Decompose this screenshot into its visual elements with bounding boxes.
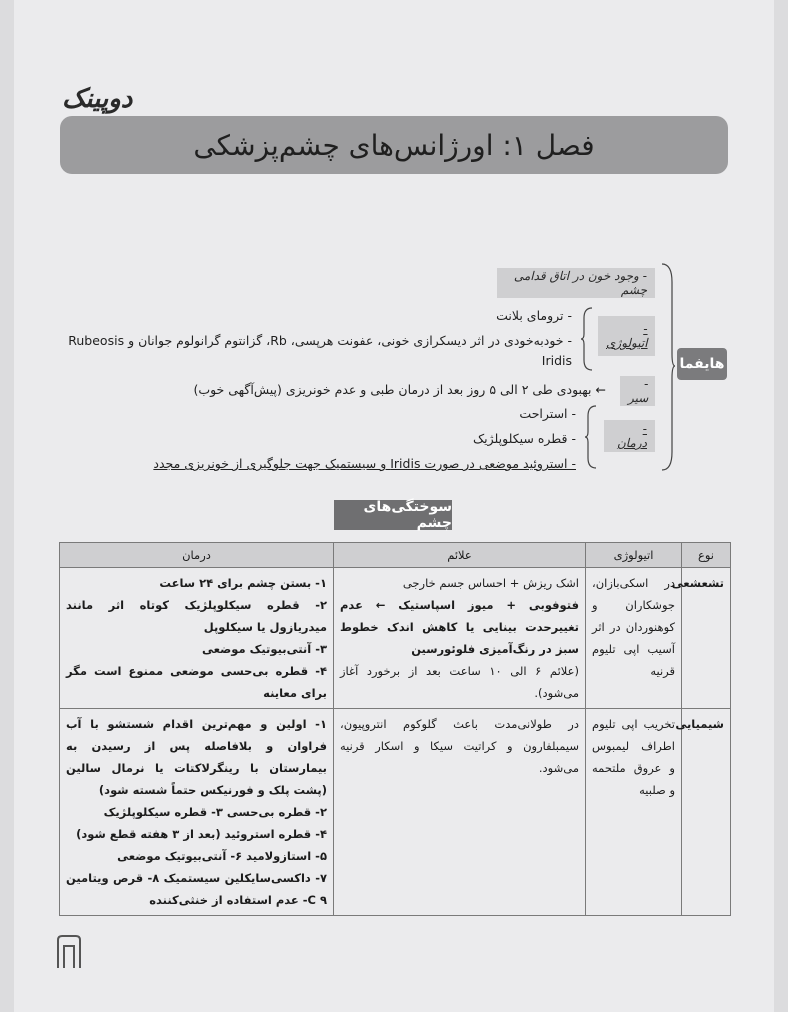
header-symptoms: علائم [334,543,586,568]
page-number-icon [54,932,84,972]
etiology-text: در اسکی‌بازان، جوشکاران و کوهنوردان در اثر آسیب اپی تلیوم قرنیه [592,576,675,678]
treatment-brace [584,404,598,470]
burns-table [59,542,731,916]
table-row [60,568,731,709]
course-box [620,376,655,406]
definition-text: - وجود خون در اتاق قدامی چشم [513,269,647,297]
symptom-line: اشک ریزش + احساس جسم خارجی [402,576,579,590]
chapter-banner [60,116,728,174]
etiology-text: تخریب اپی تلیوم اطراف لیمبوس و عروق ملتحمه و صلبیه [592,717,675,797]
treatment-line: ۵- استازولامید ۶- آنتی‌بیوتیک موضعی [117,849,327,863]
definition-box [497,268,655,298]
treatment-item-2: - قطره سیکلوپلژیک [472,431,576,446]
table-header-row [60,543,731,568]
treatment-cell [60,568,334,709]
etiology-item-2-text: - خودبه‌خودی در اثر دیسکرازی خونی، عفونت هرپسی، Rb، گزانتوم گرانولوم جوانان و Rubeosis Iridis [68,333,572,368]
treatment-line: ۱- بستن چشم برای ۲۴ ساعت [159,576,327,590]
treatment-line: ۲- قطره سیکلوپلژیک کوتاه اثر مانند میدریازول یا سیکلوپل [66,598,327,634]
type-cell: تشعشعی [682,568,731,709]
course-label: - سیر [628,377,649,405]
etiology-brace [580,306,594,372]
treatment-line: ۴- قطره استروئید (بعد از ۳ هفته قطع شود) [76,827,327,841]
burns-label: سوختگی‌های چشم [334,500,452,530]
treatment-line: ۷- داکسی‌سایکلین سیستمیک ۸- قرص ویتامین C ۹- عدم استفاده از خنثی‌کننده [66,871,327,907]
type-cell: شیمیایی [682,709,731,916]
etiology-item-1: - ترومای بلانت [496,308,572,323]
treatment-box [604,420,655,452]
header-treatment: درمان [60,543,334,568]
etiology-label: - اتیولوژی [606,322,648,350]
table-row [60,709,731,916]
chapter-title: فصل ۱: اورژانس‌های چشم‌پزشکی [193,128,595,162]
symptoms-cell [334,568,586,709]
treatment-line: ۳- آنتی‌بیوتیک موضعی [202,642,327,656]
symptoms-cell [334,709,586,916]
treatment-item-3: - استروئید موضعی در صورت Iridis و سیستمیک جهت جلوگیری از خونریزی مجدد [153,456,576,471]
header-type: نوع [682,543,731,568]
treatment-label: - درمان [616,422,647,450]
main-brace [660,262,676,472]
etiology-cell [586,709,682,916]
treatment-item-1: - استراحت [519,406,576,421]
treatment-line: ۱- اولین و مهم‌ترین اقدام شستشو با آب فراوان و بلافاصله پس از رسیدن به بیمارستان با رینگرلاکتات یا نرمال سالین (پشت پلک و فورنیکس حتماً شسته شود) [66,717,327,797]
hyphema-label: هایفما [677,348,727,380]
treatment-line: ۲- قطره بی‌حسی ۳- قطره سیکلوپلژیک [103,805,327,819]
symptom-line: فتوفوبی + میوز اسپاستیک ← عدم تغییرحدت بینایی یا کاهش اندک خطوط سبز در رنگ‌آمیزی فلوئورسین [340,598,579,656]
treatment-line: ۴- قطره بی‌حسی موضعی ممنوع است مگر برای معاینه [66,664,327,700]
symptom-line: در طولانی‌مدت باعث گلوکوم انتروپیون، سیمبلفارون و کراتیت سیکا و اسکار قرنیه می‌شود. [340,717,579,775]
treatment-cell [60,709,334,916]
symptom-line: (علائم ۶ الی ۱۰ ساعت بعد از برخورد آغاز می‌شود). [340,664,579,700]
etiology-cell [586,568,682,709]
brand-logo: دوپینک [62,84,133,114]
etiology-item-2 [62,331,572,371]
course-text: ← بهبودی طی ۲ الی ۵ روز بعد از درمان طبی و عدم خونریزی (پیش‌آگهی خوب) [193,382,606,397]
header-etiology: اتیولوژی [586,543,682,568]
etiology-box [598,316,655,356]
